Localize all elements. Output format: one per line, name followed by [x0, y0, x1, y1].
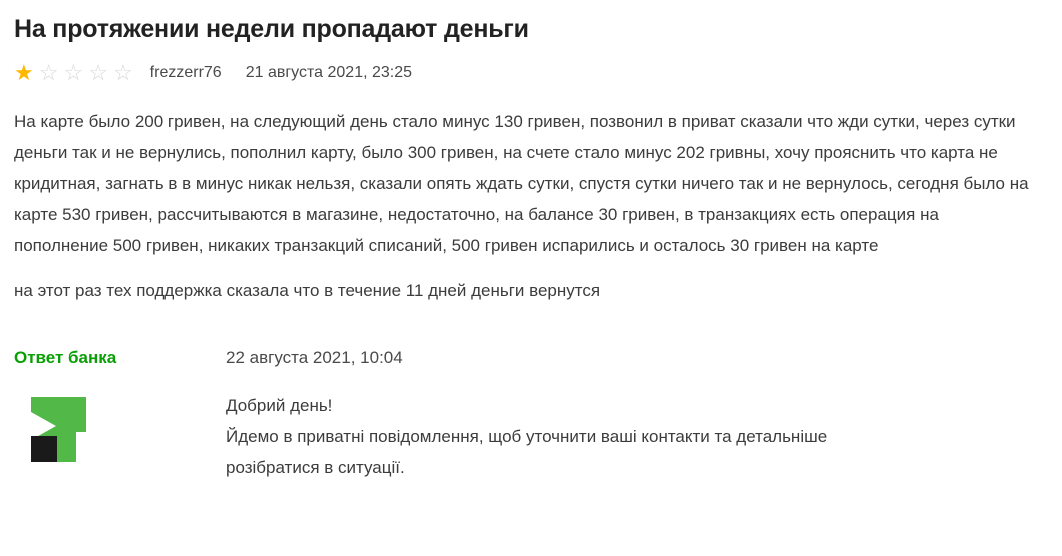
- logo-shape-square: [31, 436, 57, 462]
- review-paragraph-2: на этот раз тех поддержка сказала что в течение 11 дней деньги вернутся: [14, 281, 601, 300]
- bank-answer-body: [14, 390, 1046, 483]
- review-author[interactable]: frezzerr76: [149, 64, 222, 81]
- page-title: На протяжении недели пропадают деньги: [14, 15, 529, 43]
- review-date: 21 августа 2021, 23:25: [245, 64, 413, 81]
- bank-logo-wrap: [14, 390, 226, 483]
- logo-shape-strip: [76, 432, 86, 462]
- star-icon-2: ☆: [38, 60, 61, 85]
- bank-answer-date: 22 августа 2021, 10:04: [226, 348, 403, 367]
- bank-answer-block: [14, 348, 1046, 483]
- rating-stars: [14, 62, 138, 84]
- bank-answer-line-3: розібратися в ситуації.: [226, 458, 405, 477]
- review-text: [14, 106, 1034, 306]
- privatbank-logo-icon: [14, 390, 86, 462]
- review-paragraph-1: На карте было 200 гривен, на следующий день стало минус 130 гривен, позвонил в приват сказали что жди сутки, через сутки деньги так и не вернулись, пополнил карту, было 300 гривен, на счете стало минус 202 гривны, хочу прояснить что карта не кридитная, загнать в в минус никак нельзя, сказали опять ждать сутки, спустя сутки ничего так и не вернулось, сегодня было на карте 530 гривен, рассчитываются в магазине, недостаточно, на балансе 30 гривен, в транзакциях есть операция на пополнение 500 гривен, никаких транзакций списаний, 500 гривен испарились и осталось 30 гривен на карте: [14, 112, 1029, 255]
- star-icon-1: ★: [14, 60, 36, 85]
- bank-answer-text: [226, 390, 827, 483]
- logo-shape-notch: [14, 390, 31, 462]
- bank-answer-label: Ответ банка: [14, 348, 117, 367]
- bank-answer-line-2: Йдемо в приватні повідомлення, щоб уточнити ваші контакти та детальніше: [226, 427, 828, 446]
- star-icon-3: ☆: [63, 60, 86, 85]
- bank-answer-line-1: Добрий день!: [226, 396, 333, 415]
- bank-answer-header: [14, 348, 1046, 368]
- star-icon-4: ☆: [88, 60, 110, 85]
- star-icon-5: ☆: [112, 60, 135, 85]
- review-meta: [14, 62, 1046, 84]
